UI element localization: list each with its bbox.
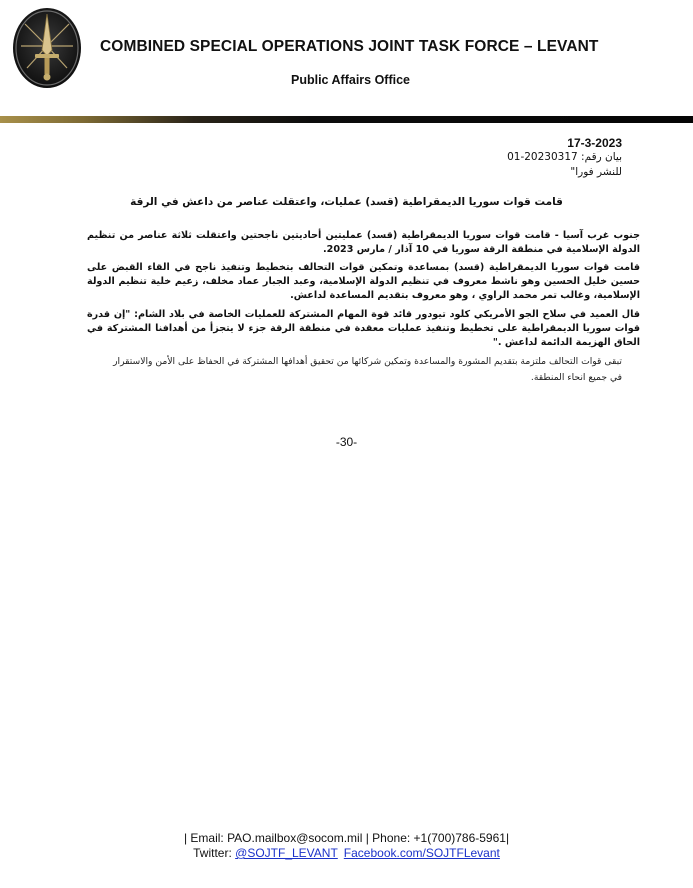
page-end-marker: -30- [335,435,358,449]
facebook-link[interactable]: Facebook.com/SOJTFLevant [343,846,500,860]
header-divider [0,116,693,123]
headline: قامت قوات سوريا الديمقراطية (قسد) عمليات، واعتقلت عناصر من داعش في الرقة [130,196,563,208]
twitter-label: Twitter: [193,846,232,860]
organization-title: COMBINED SPECIAL OPERATIONS JOINT TASK FORCE – LEVANT [100,38,599,55]
statement-number: بيان رقم: 20230317-01 [507,151,622,163]
paragraph-intro: جنوب غرب آسيا - قامت قوات سوريا الديمقراطية (قسد) عمليتين أحاديتين ناجحتين واعتقلت ثلاثة عناصر من تنظيم الدولة الإسلامية في منطقة الرقة سوريا في 10 آذار / مارس 2023. [87,230,640,256]
statement-date: 17-3-2023 [567,136,622,150]
paragraph-operation: قامت قوات سوريا الديمقراطية (قسد) بمساعدة وتمكين قوات التحالف بتخطيط وتنفيذ ناجح في القاء القبض على حسين خليل الحسين وهو ناشط معروف في تنظيم الدولة الإسلامية، وعبد الجبار عماد مخلف، زعيم خلية تنظيم الدولة الإسلامية، وغالب تمر محمد الراوي ، وهو معروف بتقديم المساعدة لداعش. [87,262,640,302]
footer-contact: | Email: PAO.mailbox@socom.mil | Phone: +1(700)786-5961| [183,831,510,845]
paragraph-closing: تبقى قوات التحالف ملتزمة بتقديم المشورة والمساعدة وتمكين شركائها من تحقيق أهدافها المشتركة في الحفاظ على الأمن والاستقرار في جميع انحاء المنطقة. [113,356,622,383]
twitter-link[interactable]: @SOJTF_LEVANT [235,846,338,860]
office-title: Public Affairs Office [291,73,411,87]
paragraph-quote: قال العميد في سلاح الجو الأمريكي كلود تيودور قائد قوة المهام المشتركة للعمليات الخاصة في بلاد الشام: "إن قدرة قوات سوريا الديمقراطية على تخطيط وتنفيذ عمليات معقدة في منطقة الرقة جزء لا يتجزأ من أهدافنا المشتركة في الحاق الهزيمة الدائمة لداعش ." [87,309,640,349]
release-note: للنشر فورا" [570,166,622,178]
footer-social [0,846,693,860]
sojtf-levant-emblem-icon [11,6,83,90]
